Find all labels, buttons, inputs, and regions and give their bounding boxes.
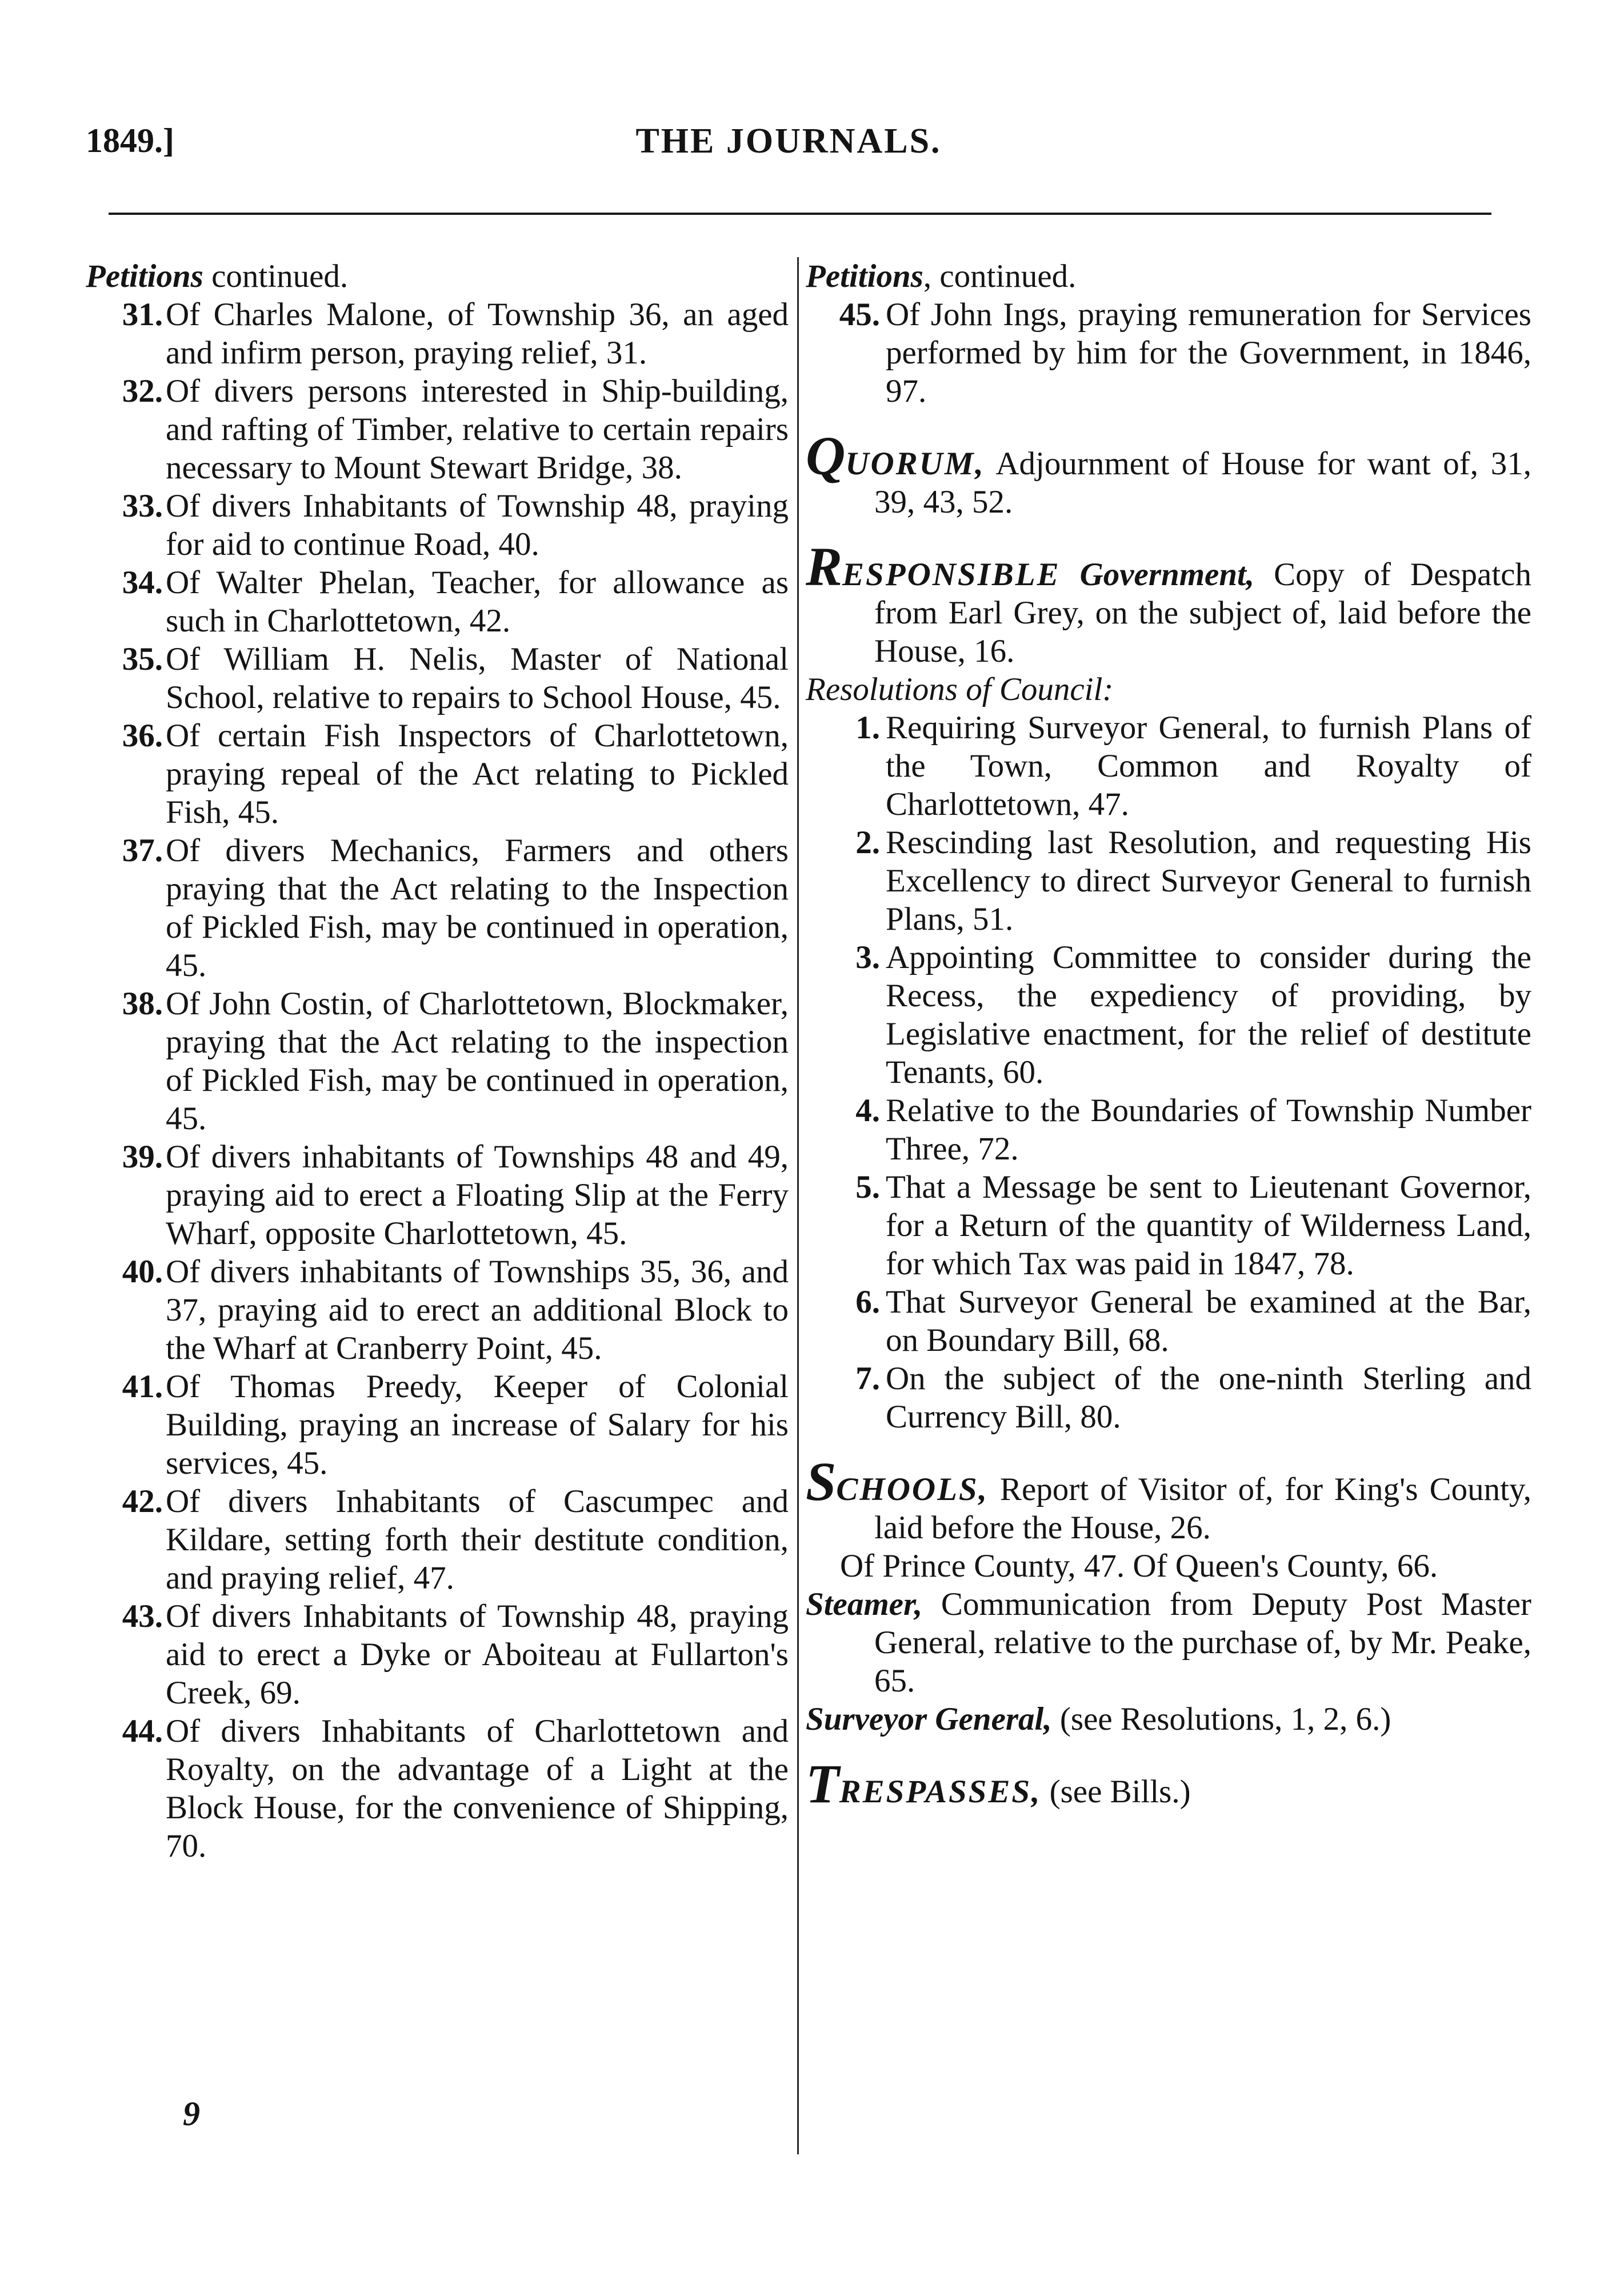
list-item [806, 823, 1531, 938]
list-item [806, 1168, 1531, 1283]
item-number: 37. [122, 833, 163, 869]
resolutions-heading: Resolutions of Council: [806, 671, 1114, 707]
list-item [86, 1138, 789, 1253]
list-item [86, 831, 789, 985]
item-number: 45. [839, 297, 880, 333]
section-heading-petitions-continued-right: Petitions, continued. [806, 258, 1077, 294]
item-text: Of divers persons interested in Ship-building, and rafting of Timber, relative to certain repairs necessary to Mount Stewart Bridge, 38. [166, 373, 789, 486]
item-number: 42. [122, 1483, 163, 1519]
item-number: 39. [122, 1139, 163, 1175]
section-heading-petitions-continued: Petitions continued. [86, 258, 349, 294]
item-text: Of John Costin, of Charlottetown, Blockmaker, praying that the Act relating to the inspection of Pickled Fish, may be continued in operation, 45. [166, 986, 789, 1137]
item-text: On the subject of the one-ninth Sterling and Currency Bill, 80. [886, 1361, 1531, 1435]
index-entry-quorum: QUORUM, Adjournment of House for want of, 31, 39, 43, 52. [806, 425, 1531, 520]
list-item [86, 295, 789, 372]
item-number: 44. [122, 1713, 163, 1749]
list-item [86, 1367, 789, 1482]
item-number: 36. [122, 718, 163, 754]
item-text: Of Charles Malone, of Township 36, an aged and infirm person, praying relief, 31. [166, 297, 789, 371]
item-number: 31. [122, 297, 163, 333]
item-number: 33. [122, 488, 163, 524]
list-item [86, 563, 789, 640]
index-entry-schools: SCHOOLS, Report of Visitor of, for King's County, laid before the House, 26. [806, 1451, 1531, 1546]
item-text: Of divers inhabitants of Townships 35, 36, and 37, praying aid to erect an additional Block to the Wharf at Cranberry Point, 45. [166, 1254, 789, 1366]
index-entry-schools-counties: Of Prince County, 47. Of Queen's County, 66. [840, 1548, 1438, 1584]
item-text: Of divers Inhabitants of Township 48, praying aid to erect a Dyke or Aboiteau at Fullarton's Creek, 69. [166, 1598, 789, 1711]
list-item [86, 1482, 789, 1597]
item-text: Of Thomas Preedy, Keeper of Colonial Building, praying an increase of Salary for his services, 45. [166, 1369, 789, 1481]
item-number: 2. [855, 825, 880, 861]
index-entry-surveyor-general: Surveyor General, (see Resolutions, 1, 2, 6.) [806, 1701, 1391, 1737]
item-number: 4. [855, 1093, 880, 1129]
item-number: 32. [122, 373, 163, 409]
item-text: Of divers Inhabitants of Charlottetown and Royalty, on the advantage of a Light at the Block House, for the convenience of Shipping, 70. [166, 1713, 789, 1864]
list-item [86, 487, 789, 563]
list-item [86, 1712, 789, 1865]
item-text: Relative to the Boundaries of Township Number Three, 72. [886, 1093, 1531, 1167]
item-text: That Surveyor General be examined at the Bar, on Boundary Bill, 68. [886, 1284, 1531, 1358]
list-item [86, 372, 789, 487]
index-entry-steamer: Steamer, Communication from Deputy Post Master General, relative to the purchase of, by Mr. Peake, 65. [806, 1586, 1531, 1699]
item-number: 43. [122, 1598, 163, 1634]
list-item [806, 709, 1531, 823]
item-number: 3. [855, 939, 880, 975]
item-number: 35. [122, 641, 163, 677]
resolutions-list [806, 709, 1531, 1436]
item-number: 5. [855, 1169, 880, 1205]
item-number: 38. [122, 986, 163, 1022]
item-text: Of divers Inhabitants of Township 48, praying for aid to continue Road, 40. [166, 488, 789, 562]
item-text: Of certain Fish Inspectors of Charlottetown, praying repeal of the Act relating to Pickled Fish, 45. [166, 718, 789, 830]
item-text: Of divers Mechanics, Farmers and others praying that the Act relating to the Inspection of Pickled Fish, may be continued in operation, 45. [166, 833, 789, 983]
right-column [806, 257, 1531, 1814]
item-number: 6. [855, 1284, 880, 1320]
list-item [806, 1359, 1531, 1436]
list-item [806, 295, 1531, 410]
petition-list [86, 295, 789, 1865]
left-column [86, 257, 789, 1865]
item-text: Rescinding last Resolution, and requesting His Excellency to direct Surveyor General to furnish Plans, 51. [886, 825, 1531, 937]
item-number: 34. [122, 565, 163, 601]
item-number: 1. [855, 710, 880, 746]
list-item [86, 717, 789, 831]
item-text: Of divers Inhabitants of Cascumpec and Kildare, setting forth their destitute condition, and praying relief, 47. [166, 1483, 789, 1596]
header-rule [109, 213, 1491, 215]
list-item [86, 640, 789, 717]
item-text: Appointing Committee to consider during the Recess, the expediency of providing, by Legislative enactment, for the relief of destitute Tenants, 60. [886, 939, 1531, 1090]
index-entry-responsible-government: RESPONSIBLE Government, Copy of Despatch from Earl Grey, on the subject of, laid before the House, 16. [806, 536, 1531, 669]
item-text: Requiring Surveyor General, to furnish Plans of the Town, Common and Royalty of Charlottetown, 47. [886, 710, 1531, 822]
item-text: Of John Ings, praying remuneration for Services performed by him for the Government, in 1846, 97. [886, 297, 1531, 409]
list-item [806, 938, 1531, 1091]
list-item [86, 985, 789, 1138]
item-text: Of Walter Phelan, Teacher, for allowance as such in Charlottetown, 42. [166, 565, 789, 639]
list-item [86, 1597, 789, 1712]
page-title: THE JOURNALS. [635, 122, 942, 161]
list-item [86, 1253, 789, 1367]
item-number: 7. [855, 1361, 880, 1397]
item-number: 40. [122, 1254, 163, 1290]
item-text: Of divers inhabitants of Townships 48 and 49, praying aid to erect a Floating Slip at the Ferry Wharf, opposite Charlottetown, 45. [166, 1139, 789, 1251]
signature-mark: 9 [183, 2095, 200, 2133]
list-item [806, 1283, 1531, 1359]
list-item [806, 1091, 1531, 1168]
item-text: Of William H. Nelis, Master of National School, relative to repairs to School House, 45. [166, 641, 789, 715]
item-number: 41. [122, 1369, 163, 1405]
page-year: 1849.] [86, 122, 174, 159]
index-entry-trespasses: TRESPASSES, (see Bills.) [806, 1753, 1191, 1814]
column-divider [797, 257, 799, 2154]
item-text: That a Message be sent to Lieutenant Governor, for a Return of the quantity of Wilderness Land, for which Tax was paid in 1847, 78. [886, 1169, 1531, 1282]
running-header [86, 121, 1491, 173]
